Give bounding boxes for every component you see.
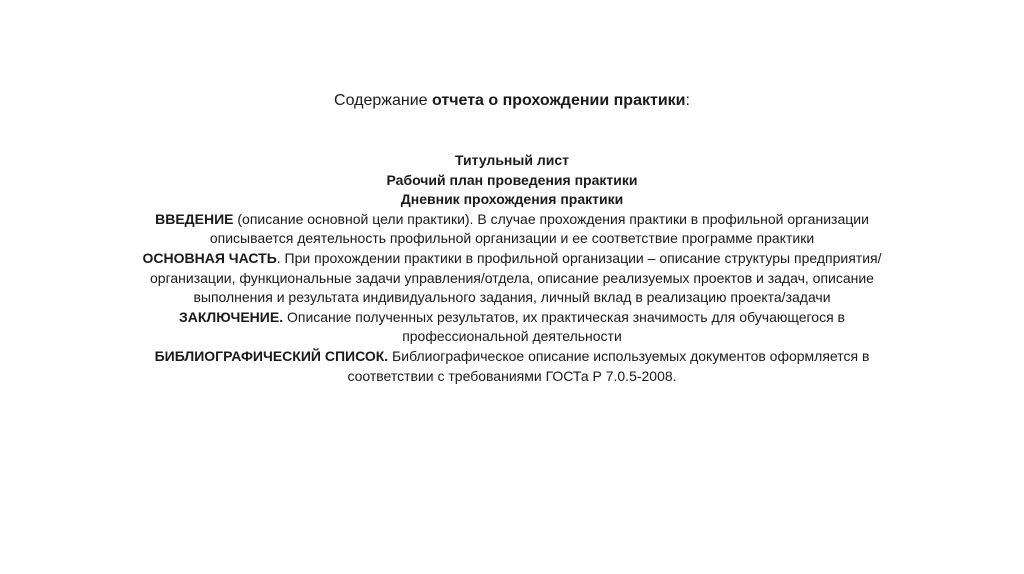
conclusion-heading: ЗАКЛЮЧЕНИЕ. (179, 308, 284, 325)
bibliography-heading: БИБЛИОГРАФИЧЕСКИЙ СПИСОК. (154, 347, 389, 364)
title-normal-text: Содержание (334, 92, 432, 109)
title-suffix: : (685, 92, 690, 109)
item-diary-text: Дневник прохождения практики (400, 191, 624, 208)
report-contents (132, 151, 892, 386)
item-diary (132, 190, 892, 210)
item-work-plan (132, 171, 892, 191)
item-bibliography (132, 347, 892, 386)
conclusion-text: Описание полученных результатов, их практическая значимость для обучающегося в профессиональной деятельности (283, 308, 845, 345)
item-title-page-text: Титульный лист (455, 152, 569, 168)
bibliography-text: Библиографическое описание используемых документов оформляется в соответствии с требованиями ГОСТа Р 7.0.5-2008. (347, 347, 870, 384)
intro-heading: ВВЕДЕНИЕ (155, 210, 234, 227)
item-conclusion (132, 308, 892, 347)
item-intro (132, 210, 892, 249)
item-work-plan-text: Рабочий план проведения практики (386, 171, 638, 188)
intro-text: (описание основной цели практики). В случае прохождения практики в профильной организации описывается деятельность профильной организации и ее соответствие программе практики (209, 210, 869, 247)
main-part-heading: ОСНОВНАЯ ЧАСТЬ (142, 249, 277, 266)
item-main-part (132, 249, 892, 308)
main-part-text: . При прохождении практики в профильной организации – описание структуры предприятия/организации, функциональные задачи управления/отдела, описание реализуемых проектов и задач, описание выполнения и результата индивидуального задания, личный вклад в реализацию проекта/задачи (150, 249, 882, 306)
title-bold-text: отчета о прохождении практики (432, 92, 686, 109)
item-title-page (132, 151, 892, 171)
slide-title (0, 90, 1024, 112)
